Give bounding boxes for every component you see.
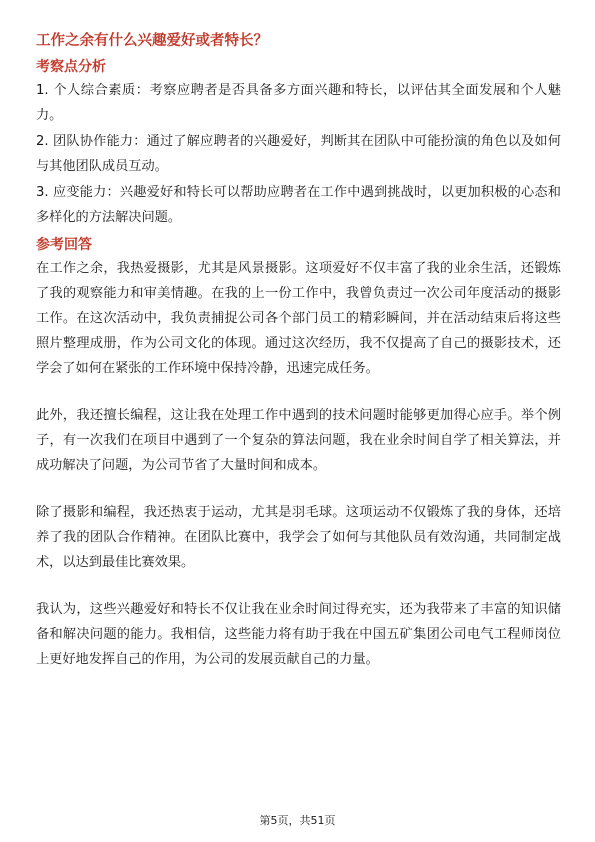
- analysis-item-3: 3. 应变能力：兴趣爱好和特长可以帮助应聘者在工作中遇到挑战时，以更加积极的心态和多样化的方法解决问题。: [36, 185, 561, 225]
- analysis-list: [36, 78, 561, 230]
- analysis-item-1: 1. 个人综合素质：考察应聘者是否具备多方面兴趣和特长，以评估其全面发展和个人魅力。: [36, 83, 561, 123]
- paragraph-spacer: [36, 575, 561, 597]
- page-number-footer: 第5页，共51页: [259, 814, 336, 827]
- question-heading: 工作之余有什么兴趣爱好或者特长？: [36, 33, 268, 49]
- analysis-item-2: 2. 团队协作能力：通过了解应聘者的兴趣爱好，判断其在团队中可能扮演的角色以及如何与其他团队成员互动。: [36, 134, 561, 174]
- answer-paragraph-4: 我认为，这些兴趣爱好和特长不仅让我在业余时间过得充实，还为我带来了丰富的知识储备和解决问题的能力。我相信，这些能力将有助于我在中国五矿集团公司电气工程师岗位上更好地发挥自己的作用，为公司的发展贡献自己的力量。: [36, 602, 561, 667]
- document-page: [36, 30, 561, 672]
- answer-heading: 参考回答: [36, 237, 92, 253]
- answer-paragraph-2: 此外，我还擅长编程，这让我在处理工作中遇到的技术问题时能够更加得心应手。举个例子，有一次我们在项目中遇到了一个复杂的算法问题，我在业余时间自学了相关算法，并成功解决了问题，为公司节省了大量时间和成本。: [36, 408, 561, 473]
- answer-paragraph-3: 除了摄影和编程，我还热衷于运动，尤其是羽毛球。这项运动不仅锻炼了我的身体，还培养了我的团队合作精神。在团队比赛中，我学会了如何与其他队员有效沟通，共同制定战术，以达到最佳比赛效果。: [36, 505, 561, 570]
- analysis-heading: 考察点分析: [36, 59, 106, 75]
- paragraph-spacer: [36, 478, 561, 500]
- paragraph-spacer: [36, 381, 561, 403]
- answer-body: [36, 256, 561, 672]
- answer-paragraph-1: 在工作之余，我热爱摄影，尤其是风景摄影。这项爱好不仅丰富了我的业余生活，还锻炼了我的观察能力和审美情趣。在我的上一份工作中，我曾负责过一次公司年度活动的摄影工作。在这次活动中，我负责捕捉公司各个部门员工的精彩瞬间，并在活动结束后将这些照片整理成册，作为公司文化的体现。通过这次经历，我不仅提高了自己的摄影技术，还学会了如何在紧张的工作环境中保持冷静，迅速完成任务。: [36, 261, 561, 376]
